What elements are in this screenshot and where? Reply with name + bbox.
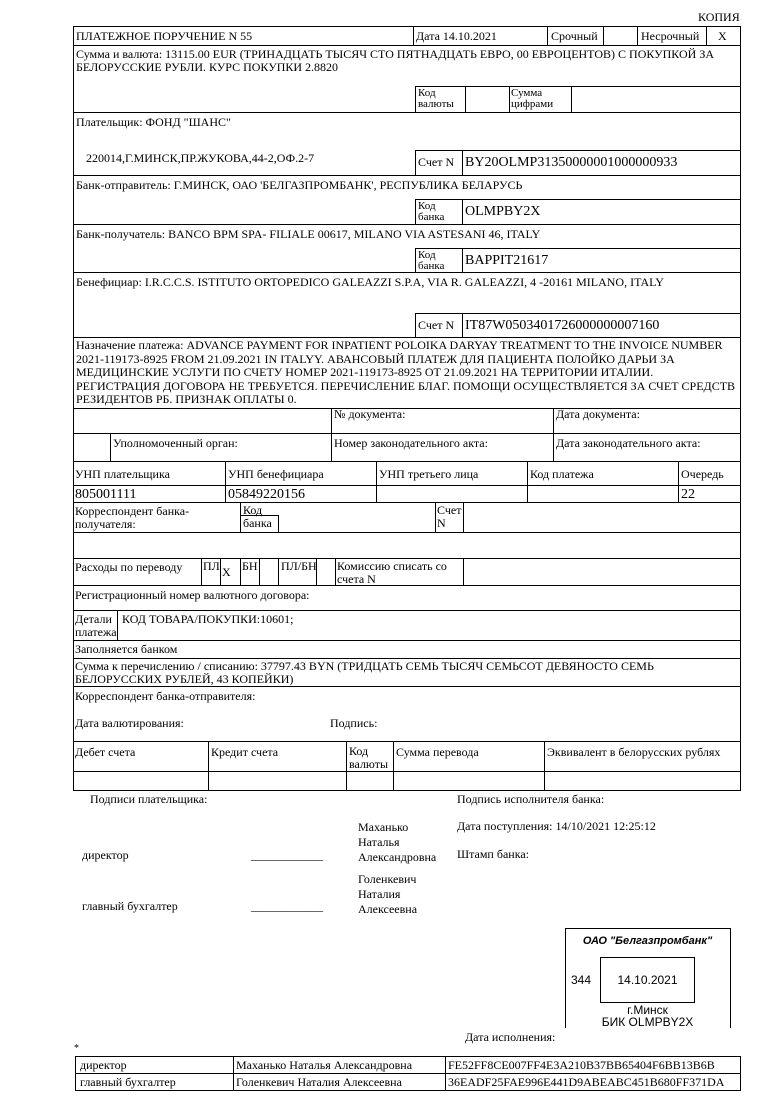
sender-bank-code-label: Код банка [418,200,445,223]
doc-number-label: № документа: [334,407,406,421]
expenses-pl-mark: X [222,565,231,579]
expenses-pl-label: ПЛ [203,559,220,573]
accountant-name: Голенкевич Наталия Алексеевна [358,872,418,916]
amount-digits-label: Сумма цифрами [511,87,554,110]
unp-beneficiary-value: 05849220156 [228,487,305,502]
stamp-number: 344 [571,973,592,987]
unp-third-label: УНП третьего лица [379,467,479,481]
footer-row-role: директор [80,1058,127,1072]
beneficiary-account: IT87W0503401726000000007160 [465,318,660,333]
expenses-bn-label: БН [242,559,258,573]
document-date: Дата 14.10.2021 [416,29,497,43]
payer-address: 220014,Г.МИНСК,ПР.ЖУКОВА,44-2,ОФ.2-7 [86,151,315,165]
footer-row-name: Маханько Наталья Александровна [236,1058,413,1072]
equivalent-header: Эквивалент в белорусских рублях [547,745,721,759]
receiver-bank-code: BAPPIT21617 [465,253,549,268]
currency-code-label: Код валюты [418,87,454,110]
payment-code-label: Код платежа [530,467,594,481]
stamp-date: 14.10.2021 [617,973,678,987]
footer-row-role: главный бухгалтер [80,1075,176,1089]
debit-account-header: Дебет счета [75,745,136,759]
transfer-amount: Сумма к перечислению / списанию: 37797.43 BYN (ТРИДЦАТЬ СЕМЬ ТЫСЯЧ СЕМЬСОТ ДЕВЯНОСТО СЕМЬ БЕЛОРУССКИХ РУБЛЕЙ, 43 КОПЕЙКИ) [75,659,654,686]
expenses-label: Расходы по переводу [75,560,183,574]
queue-label: Очередь [681,467,724,481]
reg-number-label: Регистрационный номер валютного договора: [75,588,310,602]
correspondent-code-label: Код банка [243,503,272,530]
non-urgent-label: Несрочный [641,29,700,43]
credit-account-header: Кредит счета [211,745,279,759]
commission-label: Комиссию списать со счета N [337,559,447,586]
asterisk: * [74,1043,79,1054]
stamp-bank-name: ОАО "Белгазпромбанк" [582,935,713,947]
currency-code-header: Код валюты [349,744,389,771]
document-title: ПЛАТЕЖНОЕ ПОРУЧЕНИЕ N 55 [76,29,253,43]
director-signature-line: ____________ [251,848,323,862]
footer-row-hash: 36EADF25FAE996E441D9ABEABC451B680FF371DA [448,1075,725,1089]
director-label: директор [82,848,129,862]
stamp-bic: БИК OLMPBY2X [601,1015,694,1029]
receipt-date: Дата поступления: 14/10/2021 12:25:12 [457,819,656,833]
accountant-signature-line: ____________ [251,899,323,913]
bank-stamp-label: Штамп банка: [457,847,529,861]
correspondent-label: Корреспондент банка-получателя: [75,504,190,532]
execution-date-label: Дата исполнения: [465,1030,556,1044]
beneficiary-account-label: Счет N [418,318,455,332]
amount-text: Сумма и валюта: 13115.00 EUR (ТРИНАДЦАТЬ ТЫСЯЧ СТО ПЯТНАДЦАТЬ ЕВРО, 00 ЕВРОЦЕНТОВ) С ПОКУПКОЙ ЗА БЕЛОРУССКИЕ РУБЛИ. КУРС ПОКУПКИ 2.8820 [76,47,714,75]
bank-signature-label: Подпись исполнителя банка: [457,792,605,806]
authority-label: Уполномоченный орган: [113,436,238,450]
queue-value: 22 [681,487,695,502]
details-value: КОД ТОВАРА/ПОКУПКИ:10601; [122,612,294,626]
urgent-label: Срочный [551,29,598,43]
accountant-label: главный бухгалтер [82,899,178,913]
unp-payer-value: 805001111 [75,487,137,502]
doc-date-label: Дата документа: [556,407,640,421]
receiver-bank: Банк-получатель: BANCO BPM SPA- FILIALE 00617, MILANO VIA ASTESANI 46, ITALY [76,227,541,241]
sender-correspondent-label: Корреспондент банка-отправителя: [75,689,256,703]
law-date-label: Дата законодательного акта: [556,436,701,450]
non-urgent-mark: X [718,29,727,43]
receiver-bank-code-label: Код банка [418,249,445,272]
details-label: Детали платежа [75,612,117,639]
sender-bank: Банк-отправитель: Г.МИНСК, ОАО 'БЕЛГАЗПРОМБАНК', РЕСПУБЛИКА БЕЛАРУСЬ [76,178,523,192]
footer-row-name: Голенкевич Наталия Алексеевна [236,1075,402,1089]
director-name: Маханько Наталья Александровна [358,820,437,864]
stamp-city: г.Минск [627,1003,668,1017]
payment-purpose: Назначение платежа: ADVANCE PAYMENT FOR INPATIENT POLOIKA DARYAY TREATMENT TO THE INVOICE NUMBER 2021-119173-8925 FROM 21.09.2021 IN ITALYY. АВАНСОВЫЙ ПЛАТЕЖ ДЛЯ ПАЦИЕНТА ПОЛОЙКО ДАРЬИ ЗА МЕДИЦИНСКИЕ УСЛУГИ ПО СЧЕТУ НОМЕР 2021-119173-8925 ОТ 21.09.2021 НА ТЕРРИТОРИИ ИТАЛИИ. РЕГИСТРАЦИЯ ДОГОВОРА НЕ ТРЕБУЕТСЯ. ПЕРЕЧИСЛЕНИЕ БЛАГ. ПОМОЩИ ОСУЩЕСТВЛЯЕТСЯ ЗА СЧЕТ СРЕДСТВ РЕЗИДЕНТОВ РБ. ПРИЗНАК ОПЛАТЫ 0. [76,338,736,407]
bank-filled-label: Заполняется банком [75,642,178,656]
signature-label: Подпись: [330,716,378,730]
expenses-plbn-label: ПЛ/БН [281,559,317,573]
beneficiary: Бенефициар: I.R.C.C.S. ISTITUTO ORTOPEDICO GALEAZZI S.P.A, VIA R. GALEAZZI, 4 -20161 MILANO, ITALY [76,275,664,289]
payer-signatures-label: Подписи плательщика: [90,792,208,806]
footer-row-hash: FE52FF8CE007FF4E3A210B37BB65404F6BB13B6B [448,1058,715,1072]
unp-payer-label: УНП плательщика [75,467,170,481]
payer-name: Плательщик: ФОНД "ШАНС" [76,115,231,129]
law-number-label: Номер законодательного акта: [334,436,488,450]
unp-beneficiary-label: УНП бенефициара [228,467,324,481]
correspondent-account-label: Счет N [437,503,462,530]
payer-account-label: Счет N [418,155,455,169]
transfer-sum-header: Сумма перевода [396,745,479,759]
sender-bank-code: OLMPBY2X [465,204,541,219]
value-date-label: Дата валютирования: [75,716,184,730]
payer-account: BY20OLMP31350000001000000933 [465,155,678,170]
copy-label: КОПИЯ [698,10,740,24]
